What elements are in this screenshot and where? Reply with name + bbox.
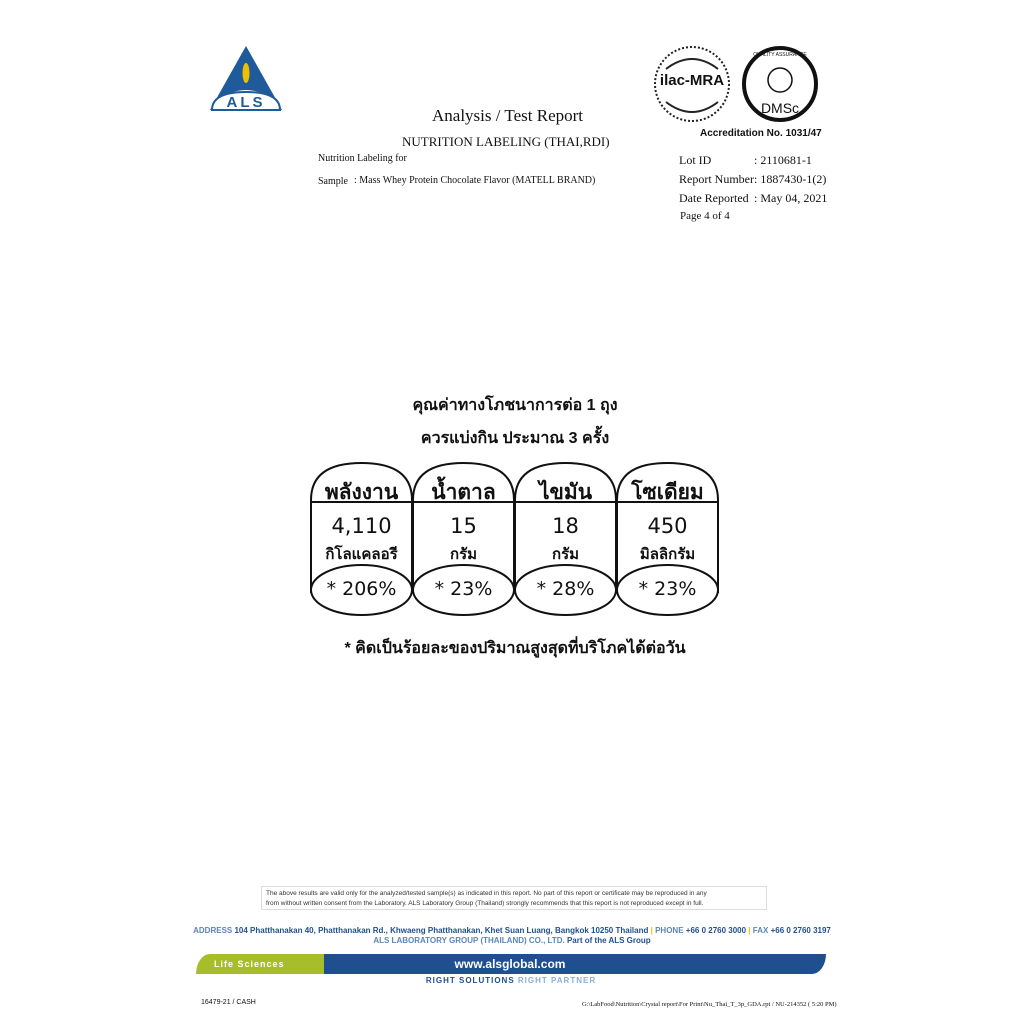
nutrient-unit: กิโลแคลอรี — [325, 545, 398, 563]
lot-id-label: Lot ID — [679, 153, 712, 167]
address-label: ADDRESS — [193, 926, 233, 935]
disclaimer-line-2: from without written consent from the Laboratory. ALS Laboratory Group (Thailand) strongly recommends that this report is not reproduced except in full. — [266, 900, 704, 907]
gda-line-2: ควรแบ่งกิน ประมาณ 3 ครั้ง — [420, 430, 610, 447]
labeling-for-label: Nutrition Labeling for — [318, 153, 407, 164]
nutrient-percent: * 28% — [536, 578, 595, 600]
report-number-value: : 1887430-1(2) — [754, 172, 827, 186]
nutrient-value: 4,110 — [331, 514, 392, 538]
nutrient-name: โซเดียม — [631, 480, 704, 504]
gda-column — [310, 462, 413, 618]
report-subtitle: NUTRITION LABELING (THAI,RDI) — [402, 134, 610, 149]
nutrient-value: 15 — [450, 514, 477, 538]
nutrient-unit: กรัม — [449, 545, 478, 563]
date-reported-value: : May 04, 2021 — [754, 191, 828, 205]
nutrient-name: น้ำตาล — [431, 480, 496, 504]
gda-column — [616, 462, 719, 618]
company: ALS LABORATORY GROUP (THAILAND) CO., LTD. — [373, 936, 565, 945]
accreditation-number: Accreditation No. 1031/47 — [700, 128, 822, 139]
sample-label: Sample — [318, 176, 348, 187]
file-path: G:\LabFood\Nutrition\Crystal report\For Print\Nu_Thai_T_3p_GDA.rpt / NU-214352 ( 5:20 PM) — [582, 1001, 837, 1008]
lot-id-value: : 2110681-1 — [754, 153, 812, 167]
banner — [196, 954, 826, 974]
gda-footnote: * คิดเป็นร้อยละของปริมาณสูงสุดที่บริโภคได้ต่อวัน — [344, 640, 686, 657]
address: 104 Phatthanakan 40, Phatthanakan Rd., Khwaeng Phatthanakan, Khet Suan Luang, Bangkok 10250 Thailand — [234, 926, 649, 935]
nutrient-percent: * 206% — [326, 578, 397, 600]
nutrient-unit: กรัม — [551, 545, 580, 563]
fax: +66 0 2760 3197 — [770, 926, 831, 935]
nutrient-value: 18 — [552, 514, 579, 538]
dms-text: DMSc — [760, 100, 800, 116]
nutrient-name: พลังงาน — [324, 480, 399, 504]
banner-life-sciences: Life Sciences — [196, 954, 324, 974]
fax-label: FAX — [752, 926, 769, 935]
nutrient-value: 450 — [647, 514, 688, 538]
sample-value: : Mass Whey Protein Chocolate Flavor (MATELL BRAND) — [354, 175, 596, 186]
disclaimer-box — [261, 886, 767, 910]
company-line — [160, 936, 864, 945]
ilac-mra-logo — [652, 44, 732, 124]
nutrient-percent: * 23% — [434, 578, 493, 600]
banner-url[interactable]: www.alsglobal.com — [324, 954, 826, 974]
date-reported-label: Date Reported — [679, 191, 749, 205]
nutrient-name: ไขมัน — [538, 480, 593, 504]
gda-line-1: คุณค่าทางโภชนาการต่อ 1 ถุง — [412, 397, 618, 414]
als-logo — [208, 46, 284, 116]
tagline — [196, 976, 826, 985]
nutrient-percent: * 23% — [638, 578, 697, 600]
dmsc-logo — [740, 44, 820, 124]
gda-column — [412, 462, 515, 618]
gda-column — [514, 462, 617, 618]
disclaimer-line-1: The above results are valid only for the analyzed/tested sample(s) as indicated in this report. No part of this report or certificate may be reproduced in any — [266, 890, 707, 897]
ilac-text: ilac-MRA — [659, 72, 725, 89]
report-title: Analysis / Test Report — [432, 106, 584, 125]
tagline-2: RIGHT PARTNER — [517, 976, 597, 985]
tagline-1: RIGHT SOLUTIONS — [425, 976, 515, 985]
job-code: 16479-21 / CASH — [201, 999, 256, 1006]
nutrient-unit: มิลลิกรัม — [639, 545, 696, 563]
qa-text: QUALITY ASSURANCE — [753, 52, 807, 58]
logo-text: ALS — [226, 94, 266, 111]
phone: +66 0 2760 3000 — [685, 926, 747, 935]
phone-label: PHONE — [655, 926, 684, 935]
page-number: Page 4 of 4 — [680, 210, 730, 222]
address-line: ADDRESS 104 Phatthanakan 40, Phatthanakan Rd., Khwaeng Phatthanakan, Khet Suan Luang, Bangkok 10250 Thailand | PHONE +66 0 2760 3000 | FAX +66 0 2760 3197 — [193, 926, 831, 935]
report-number-label: Report Number — [679, 172, 754, 186]
company-suffix: Part of the ALS Group — [566, 936, 651, 945]
